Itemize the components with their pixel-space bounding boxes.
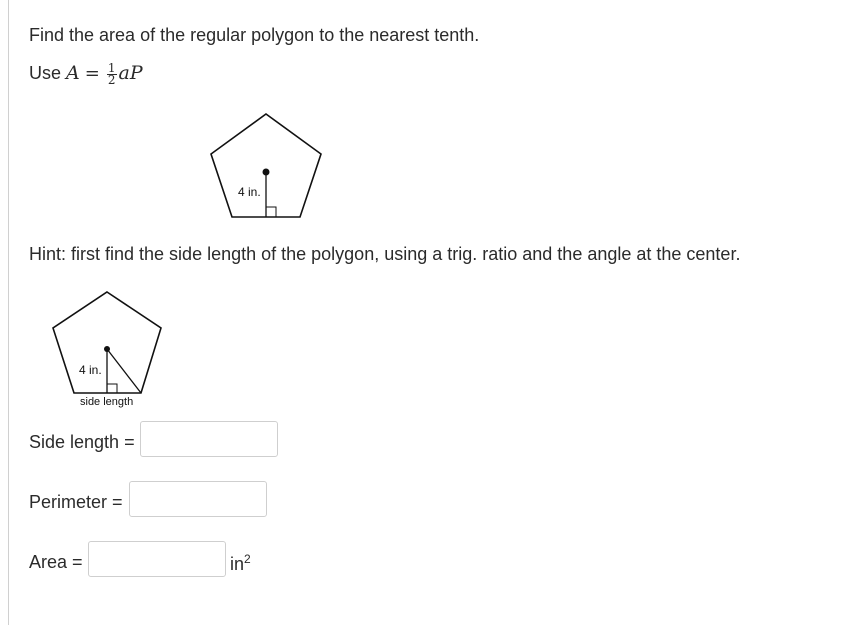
formula-lhs: A [66,62,80,84]
question-prompt: Find the area of the regular polygon to the nearest tenth. [29,25,480,45]
side-length-label: Side length = [29,432,135,452]
perimeter-input[interactable] [129,481,267,517]
hint-apothem-label: 4 in. [79,363,102,377]
formula-equals: = [84,63,100,84]
formula-rhs: aP [118,62,143,84]
formula-denominator: 2 [107,72,116,87]
use-label: Use [29,63,62,83]
area-unit-base: in [230,554,245,574]
side-length-input[interactable] [140,421,278,457]
side-length-label: side length [80,396,134,408]
hint-text: Hint: first find the side length of the polygon, using a trig. ratio and the angle at the center. [29,244,741,264]
hint-radius-line [107,349,141,393]
perimeter-label: Perimeter = [29,492,123,512]
area-input[interactable] [88,541,226,577]
formula-numerator: 1 [107,60,116,75]
area-unit [230,552,251,575]
hint-center-point [104,346,110,352]
area-label: Area = [29,552,83,572]
hint-right-angle-marker [107,384,117,393]
apothem-label: 4 in. [238,185,261,199]
area-unit-exponent: 2 [244,552,251,566]
